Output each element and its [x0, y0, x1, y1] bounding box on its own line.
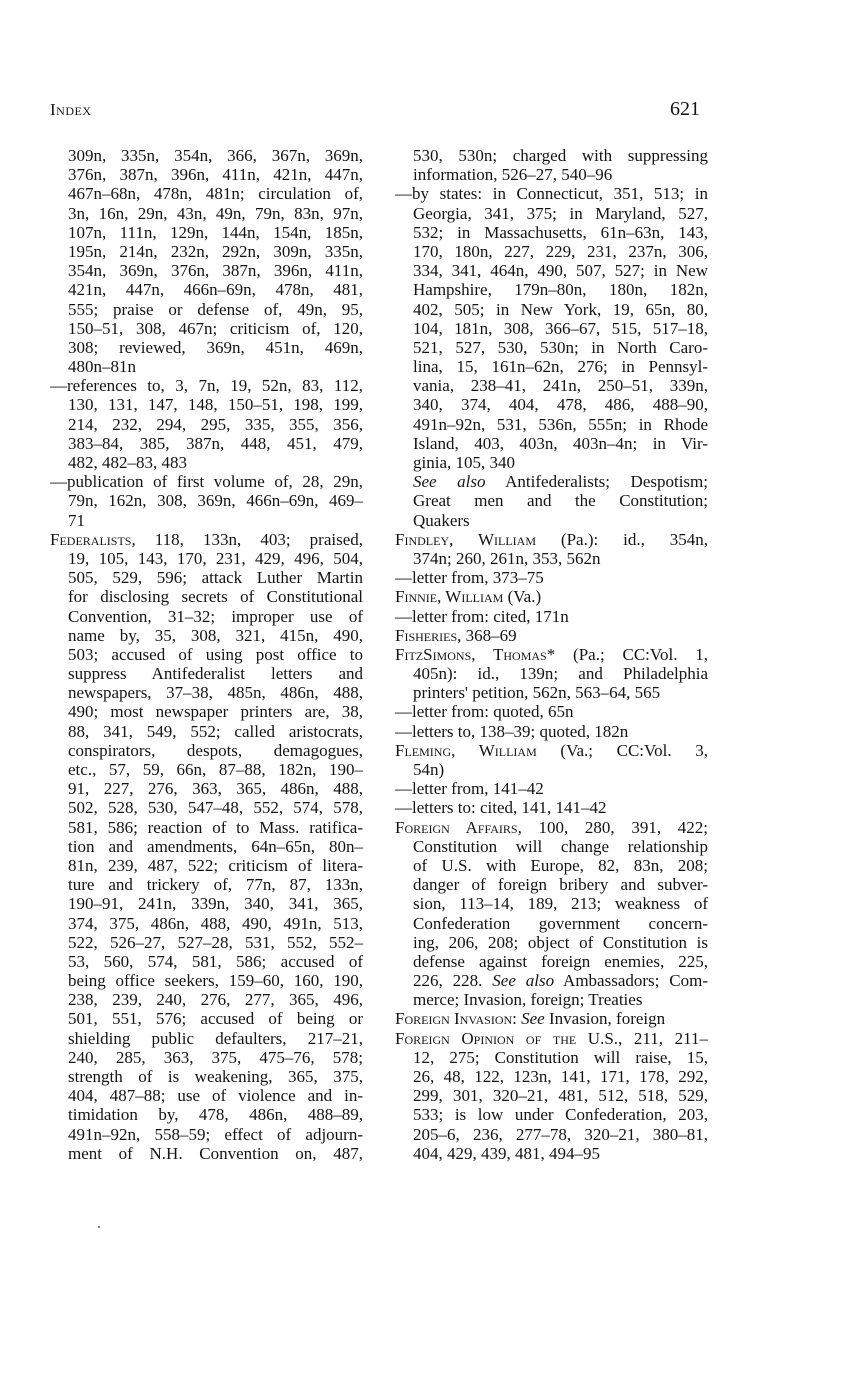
index-line: [50, 530, 363, 549]
index-line: [395, 376, 708, 395]
index-text: suppress Antifederalist letters and: [68, 664, 363, 684]
index-line: [395, 1029, 708, 1048]
index-text: vania, 238–41, 241n, 250–51, 339n,: [413, 376, 708, 396]
index-line: [395, 664, 708, 683]
page-number: 621: [670, 98, 700, 120]
index-text: 53, 560, 574, 581, 586; accused of: [68, 951, 363, 971]
index-line: [395, 1125, 708, 1144]
index-line: [395, 683, 708, 702]
index-text: —by states: in Connecticut, 351, 513; in: [395, 184, 708, 204]
index-text: Great men and the Constitution;: [413, 491, 708, 511]
index-text: 190–91, 241n, 339n, 340, 341, 365,: [68, 894, 363, 914]
index-text: 404, 487–88; use of violence and in-: [68, 1086, 363, 1106]
index-line: [50, 1144, 363, 1163]
index-line: [50, 587, 363, 606]
index-text: , 368–69: [457, 625, 517, 645]
index-text: 581, 586; reaction of to Mass. ratifica-: [68, 817, 363, 837]
index-text: lina, 15, 161n–62n, 276; in Pennsyl-: [413, 357, 708, 377]
index-line: [50, 472, 363, 491]
index-text: U.S., 211, 211–: [576, 1028, 708, 1048]
index-text: Georgia, 341, 375; in Maryland, 527,: [413, 203, 708, 223]
index-text: 530, 530n; charged with suppressing: [413, 146, 708, 165]
index-column-right: [395, 146, 708, 1163]
index-text: 503; accused of using post office to: [68, 644, 363, 664]
index-line: [395, 1067, 708, 1086]
index-line: [50, 741, 363, 760]
index-line: [395, 338, 708, 357]
index-text: 505, 529, 596; attack Luther Martin: [68, 568, 363, 588]
index-text: 195n, 214n, 232n, 292n, 309n, 335n,: [68, 241, 363, 261]
index-line: [50, 933, 363, 952]
index-text: 383–84, 385, 387n, 448, 451, 479,: [68, 433, 363, 453]
index-line: [395, 741, 708, 760]
index-line: [50, 395, 363, 414]
index-line: [395, 971, 708, 990]
index-line: [50, 223, 363, 242]
index-line: [50, 952, 363, 971]
index-line: [50, 1105, 363, 1124]
index-line: [50, 357, 363, 376]
index-text: (Va.): [503, 587, 542, 607]
index-text: 12, 275; Constitution will raise, 15,: [413, 1047, 708, 1067]
index-line: [395, 511, 708, 530]
index-line: [395, 472, 708, 491]
index-text: shielding public defaulters, 217–21,: [68, 1028, 363, 1048]
index-text: strength of is weakening, 365, 375,: [68, 1067, 363, 1086]
index-line: [395, 223, 708, 242]
index-column-left: [50, 146, 363, 1163]
index-text: —letters to, 138–39; quoted, 182n: [395, 721, 629, 741]
index-heading: Fisheries: [395, 625, 458, 645]
index-text: 522, 526–27, 527–28, 531, 552, 552–: [68, 932, 363, 952]
index-line: [395, 607, 708, 626]
index-text: 79n, 162n, 308, 369n, 466n–69n, 469–: [68, 491, 363, 511]
index-text: —letter from, 373–75: [395, 568, 544, 588]
index-text: 340, 374, 404, 478, 486, 488–90,: [413, 395, 708, 415]
index-line: [50, 319, 363, 338]
index-text: 354n, 369n, 376n, 387n, 396n, 411n,: [68, 261, 363, 281]
index-text: 130, 131, 147, 148, 150–51, 198, 199,: [68, 395, 363, 415]
index-text: 502, 528, 530, 547–48, 552, 574, 578,: [68, 798, 363, 818]
index-text: 81n, 239, 487, 522; criticism of litera-: [68, 855, 363, 875]
index-line: [395, 626, 708, 645]
index-text: 26, 48, 122, 123n, 141, 171, 178, 292,: [413, 1067, 708, 1086]
index-text: Ambassadors; Com-: [554, 971, 708, 991]
index-line: [50, 1048, 363, 1067]
index-line: [395, 933, 708, 952]
index-line: [395, 952, 708, 971]
index-line: [50, 875, 363, 894]
index-text: being office seekers, 159–60, 160, 190,: [68, 971, 363, 991]
index-text: tion and amendments, 64n–65n, 80n–: [68, 836, 363, 856]
index-text: etc., 57, 59, 66n, 87–88, 182n, 190–: [68, 760, 363, 779]
index-heading: Foreign Invasion: [395, 1009, 513, 1029]
index-text: defense against foreign enemies, 225,: [413, 951, 708, 971]
index-text: 308; reviewed, 369n, 451n, 469n,: [68, 337, 363, 357]
index-line: [50, 204, 363, 223]
index-text: Antifederalists; Despotism;: [485, 472, 708, 492]
index-heading: Finnie, William: [395, 587, 504, 607]
index-text: :: [512, 1009, 522, 1029]
index-line: [395, 856, 708, 875]
index-text: —letter from: cited, 171n: [395, 606, 569, 626]
index-heading: Federalists: [50, 529, 132, 549]
index-line: [395, 1144, 708, 1163]
index-text: conspirators, despots, demagogues,: [68, 740, 363, 760]
index-line: [395, 165, 708, 184]
index-line: [395, 395, 708, 414]
index-line: [395, 702, 708, 721]
index-line: [50, 280, 363, 299]
index-text: 91, 227, 276, 363, 365, 486n, 488,: [68, 779, 363, 799]
index-text: 482, 482–83, 483: [68, 453, 187, 472]
index-line: [395, 549, 708, 568]
index-line: [395, 722, 708, 741]
index-line: [395, 242, 708, 261]
index-line: [395, 568, 708, 587]
index-line: [395, 280, 708, 299]
index-line: [50, 434, 363, 453]
index-text: —publication of first volume of, 28, 29n,: [50, 472, 363, 492]
index-line: [50, 549, 363, 568]
index-line: [395, 875, 708, 894]
index-line: [395, 798, 708, 817]
index-text: 107n, 111n, 129n, 144n, 154n, 185n,: [68, 222, 363, 242]
index-line: [50, 664, 363, 683]
index-line: [395, 184, 708, 203]
index-text: 491n–92n, 531, 536n, 555n; in Rhode: [413, 414, 708, 434]
index-text: 402, 505; in New York, 19, 65n, 80,: [413, 299, 708, 319]
cross-reference-label: See also: [413, 472, 486, 492]
index-line: [395, 645, 708, 664]
index-line: [50, 683, 363, 702]
index-line: [395, 990, 708, 1009]
index-text: 3n, 16n, 29n, 43n, 49n, 79n, 83n, 97n,: [68, 203, 363, 223]
index-text: 532; in Massachusetts, 61n–63n, 143,: [413, 222, 708, 242]
index-line: [50, 645, 363, 664]
index-text: 205–6, 236, 277–78, 320–21, 380–81,: [413, 1124, 708, 1144]
index-line: [50, 184, 363, 203]
index-line: [50, 338, 363, 357]
print-speck: [98, 1226, 100, 1228]
index-text: (Va.; CC:Vol. 3,: [536, 740, 708, 760]
index-text: 104, 181n, 308, 366–67, 515, 517–18,: [413, 318, 708, 338]
index-line: [50, 242, 363, 261]
index-text: —letter from: quoted, 65n: [395, 702, 574, 722]
index-line: [395, 837, 708, 856]
index-line: [50, 779, 363, 798]
index-line: [50, 1125, 363, 1144]
index-line: [395, 415, 708, 434]
index-text: merce; Invasion, foreign; Treaties: [413, 990, 643, 1010]
index-line: [395, 1009, 708, 1028]
index-text: 71: [68, 510, 85, 530]
index-line: [395, 491, 708, 510]
index-text: Constitution will change relationship: [413, 836, 708, 856]
index-text: Hampshire, 179n–80n, 180n, 182n,: [413, 280, 708, 300]
index-line: [395, 914, 708, 933]
index-line: [50, 722, 363, 741]
index-line: [50, 376, 363, 395]
index-text: 54n): [413, 760, 445, 779]
index-line: [50, 818, 363, 837]
index-text: 19, 105, 143, 170, 231, 429, 496, 504,: [68, 548, 363, 568]
index-text: 299, 301, 320–21, 481, 512, 518, 529,: [413, 1086, 708, 1106]
index-line: [50, 856, 363, 875]
index-line: [395, 300, 708, 319]
index-text: for disclosing secrets of Constitutional: [68, 587, 363, 607]
index-line: [395, 453, 708, 472]
index-text: —letter from, 141–42: [395, 779, 544, 799]
index-line: [50, 990, 363, 1009]
index-heading: Foreign Opinion of the: [395, 1028, 577, 1048]
index-text: 88, 341, 549, 552; called aristocrats,: [68, 721, 363, 741]
index-text: 334, 341, 464n, 490, 507, 527; in New: [413, 261, 708, 281]
index-text: 490; most newspaper printers are, 38,: [68, 702, 363, 722]
index-text: 240, 285, 363, 375, 475–76, 578;: [68, 1047, 363, 1067]
index-heading: FitzSimons, Thomas: [395, 644, 547, 664]
index-text: ing, 206, 208; object of Constitution is: [413, 932, 708, 952]
index-line: [395, 530, 708, 549]
index-text: ture and trickery of, 77n, 87, 133n,: [68, 875, 363, 895]
index-line: [50, 1029, 363, 1048]
index-line: [395, 261, 708, 280]
index-text: Confederation government concern-: [413, 913, 708, 933]
index-text: 404, 429, 439, 481, 494–95: [413, 1143, 600, 1163]
running-head: Index: [50, 100, 92, 119]
index-line: [50, 453, 363, 472]
index-text: 555; praise or defense of, 49n, 95,: [68, 299, 363, 319]
index-heading: Foreign Affairs: [395, 817, 518, 837]
index-text: 170, 180n, 227, 229, 231, 237n, 306,: [413, 241, 708, 261]
index-line: [50, 837, 363, 856]
index-text: 226, 228.: [413, 971, 493, 991]
index-text: ginia, 105, 340: [413, 453, 515, 472]
index-text: —letters to: cited, 141, 141–42: [395, 798, 607, 818]
index-text: 214, 232, 294, 295, 335, 355, 356,: [68, 414, 363, 434]
index-line: [395, 894, 708, 913]
index-text: danger of foreign bribery and subver-: [413, 875, 708, 895]
index-text: information, 526–27, 540–96: [413, 165, 613, 185]
index-line: [50, 971, 363, 990]
index-text: 421n, 447n, 466n–69n, 478n, 481,: [68, 280, 363, 300]
index-text: —references to, 3, 7n, 19, 52n, 83, 112,: [50, 376, 363, 396]
index-line: [395, 146, 708, 165]
index-text: Quakers: [413, 510, 470, 530]
index-text: sion, 113–14, 189, 213; weakness of: [413, 894, 708, 914]
cross-reference-label: See: [521, 1009, 545, 1029]
index-line: [395, 204, 708, 223]
index-line: [50, 760, 363, 779]
index-line: [50, 1067, 363, 1086]
index-text: 374, 375, 486n, 488, 490, 491n, 513,: [68, 913, 363, 933]
index-text: * (Pa.; CC:Vol. 1,: [546, 644, 708, 664]
index-text: (Pa.): id., 354n,: [536, 529, 708, 549]
index-text: Convention, 31–32; improper use of: [68, 606, 363, 626]
index-text: , 100, 280, 391, 422;: [517, 817, 708, 837]
index-line: [50, 1086, 363, 1105]
index-text: 238, 239, 240, 276, 277, 365, 496,: [68, 990, 363, 1010]
index-line: [395, 319, 708, 338]
index-text: Invasion, foreign: [544, 1009, 666, 1029]
index-line: [50, 491, 363, 510]
index-line: [50, 798, 363, 817]
index-text: 467n–68n, 478n, 481n; circulation of,: [68, 184, 363, 204]
index-text: 309n, 335n, 354n, 366, 367n, 369n,: [68, 146, 363, 165]
index-line: [50, 165, 363, 184]
index-text: 374n; 260, 261n, 353, 562n: [413, 548, 601, 568]
index-heading: Findley, William: [395, 529, 536, 549]
index-text: of U.S. with Europe, 82, 83n, 208;: [413, 855, 708, 875]
index-line: [50, 894, 363, 913]
index-line: [395, 587, 708, 606]
index-text: 491n–92n, 558–59; effect of adjourn-: [68, 1124, 363, 1144]
index-heading: Fleming, William: [395, 740, 537, 760]
index-line: [395, 1086, 708, 1105]
index-text: name by, 35, 308, 321, 415n, 490,: [68, 625, 363, 645]
index-text: , 118, 133n, 403; praised,: [131, 529, 363, 549]
index-line: [395, 1105, 708, 1124]
index-line: [50, 607, 363, 626]
index-text: 376n, 387n, 396n, 411n, 421n, 447n,: [68, 165, 363, 185]
index-text: newspapers, 37–38, 485n, 486n, 488,: [68, 683, 363, 703]
index-line: [50, 415, 363, 434]
index-line: [50, 300, 363, 319]
index-text: timidation by, 478, 486n, 488–89,: [68, 1105, 363, 1125]
cross-reference-label: See also: [492, 971, 555, 991]
index-text: 480n–81n: [68, 357, 136, 377]
index-text: ment of N.H. Convention on, 487,: [68, 1143, 363, 1163]
index-line: [395, 357, 708, 376]
index-text: 150–51, 308, 467n; criticism of, 120,: [68, 318, 363, 338]
index-line: [50, 568, 363, 587]
index-text: 533; is low under Confederation, 203,: [413, 1105, 708, 1125]
index-line: [50, 626, 363, 645]
index-line: [50, 914, 363, 933]
index-text: printers' petition, 562n, 563–64, 565: [413, 683, 661, 703]
index-line: [50, 511, 363, 530]
index-line: [395, 1048, 708, 1067]
index-line: [50, 261, 363, 280]
index-line: [395, 434, 708, 453]
index-line: [50, 1009, 363, 1028]
index-text: 501, 551, 576; accused of being or: [68, 1009, 363, 1029]
index-text: Island, 403, 403n, 403n–4n; in Vir-: [413, 433, 708, 453]
index-line: [395, 779, 708, 798]
index-line: [395, 818, 708, 837]
index-text: 521, 527, 530, 530n; in North Caro-: [413, 337, 708, 357]
index-line: [50, 702, 363, 721]
index-line: [395, 760, 708, 779]
index-line: [50, 146, 363, 165]
index-text: 405n): id., 139n; and Philadelphia: [413, 664, 708, 684]
